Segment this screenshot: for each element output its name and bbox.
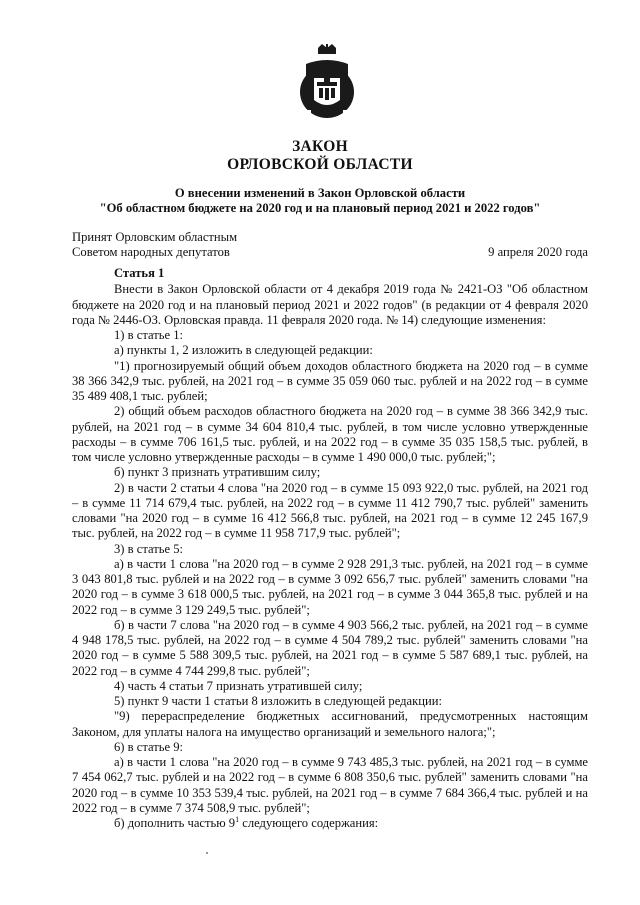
paragraph: 2) общий объем расходов областного бюджета на 2020 год – в сумме 38 366 342,9 тыс. рублей, на 2021 год – в сумме 34 604 810,4 тыс. рублей, в том числе условно утвержденные расходы – в сумме 706 161,5 тыс. рублей, и на 2022 год – в сумме 35 035 158,5 тыс. рублей, в том числе условно утвержденные расходы – в сумме 1 490 000,0 тыс. рублей;"; <box>72 404 588 464</box>
orel-oblast-coat-of-arms-icon <box>296 44 358 124</box>
region-title: ОРЛОВСКОЙ ОБЛАСТИ <box>227 156 413 173</box>
paragraph: 5) пункт 9 части 1 статьи 8 изложить в следующей редакции: <box>114 694 442 708</box>
paragraph: Внести в Закон Орловской области от 4 декабря 2019 года № 2421-ОЗ "Об областном бюджете на 2020 год и на плановый период 2021 и 2022 годов" (в редакции от 4 февраля 2020 года № 2446-ОЗ. Орловская правда. 11 февраля 2020 года. № 14) следующие изменения: <box>72 282 588 327</box>
paragraph: 6) в статье 9: <box>114 739 184 754</box>
last-line-text: б) дополнить частью 9 <box>114 816 236 830</box>
adoption-line1: Принят Орловским областным <box>72 230 238 244</box>
paragraph: 3) в статье 5: <box>114 541 184 556</box>
superscript: 1 <box>235 814 240 824</box>
law-title: ЗАКОН <box>292 138 348 155</box>
last-line-tail: следующего содержания: <box>239 816 379 830</box>
paragraph: а) в части 1 слова "на 2020 год – в сумме 9 743 485,3 тыс. рублей, на 2021 год – в сумме 7 454 062,7 тыс. рублей и на 2022 год – в сумме 6 808 350,6 тыс. рублей" заменить словами "на 2020 год – в сумме 10 353 539,4 тыс. рублей, на 2021 год – в сумме 7 684 366,4 тыс. рублей и на 2022 год – в сумме 7 374 508,9 тыс. рублей"; <box>72 755 588 815</box>
paragraph: "1) прогнозируемый общий объем доходов областного бюджета на 2020 год – в сумме 38 366 342,9 тыс. рублей, на 2021 год – в сумме 35 059 060 тыс. рублей и на 2022 год – в сумме 35 489 408,1 тыс. рублей; <box>72 358 588 403</box>
adoption-block <box>72 230 237 260</box>
article-body <box>72 266 588 831</box>
paragraph: а) в части 1 слова "на 2020 год – в сумме 2 928 291,3 тыс. рублей, на 2021 год – в сумме 3 043 801,8 тыс. рублей и на 2022 год – в сумме 3 092 656,7 тыс. рублей" заменить словами "на 2020 год – в сумме 3 618 000,5 тыс. рублей, на 2021 год – в сумме 3 044 365,8 тыс. рублей и на 2022 год – в сумме 3 129 249,5 тыс. рублей"; <box>72 556 588 617</box>
article-heading: Статья 1 <box>114 266 165 280</box>
paragraph: 4) часть 4 статьи 7 признать утратившей силу; <box>114 678 363 693</box>
paragraph: а) пункты 1, 2 изложить в следующей редакции: <box>114 343 373 358</box>
law-subtitle-line2: "Об областном бюджете на 2020 год и на плановый период 2021 и 2022 годов" <box>99 201 541 215</box>
adoption-date: 9 апреля 2020 года <box>488 245 588 259</box>
paragraph: б) пункт 3 признать утратившим силу; <box>114 465 321 480</box>
adoption-line2: Советом народных депутатов <box>72 245 230 259</box>
paragraph: б) в части 7 слова "на 2020 год – в сумме 4 903 566,2 тыс. рублей, на 2021 год – в сумме 4 948 178,5 тыс. рублей, на 2022 год – в сумме 4 504 789,2 тыс. рублей" заменить словами "на 2020 год – в сумме 5 588 309,5 тыс. рублей, на 2021 год – в сумме 5 587 689,1 тыс. рублей, на 2022 год – в сумме 4 744 299,8 тыс. рублей"; <box>72 617 588 678</box>
paragraph: 2) в части 2 статьи 4 слова "на 2020 год – в сумме 15 093 922,0 тыс. рублей, на 2021 год – в сумме 11 714 679,4 тыс. рублей, на 2022 год – в сумме 11 412 790,7 тыс. рублей" заменить словами "на 2020 год – в сумме 16 412 566,8 тыс. рублей, на 2021 год – в сумме 12 245 167,9 тыс. рублей, на 2022 год – в сумме 11 958 717,9 тыс. рублей"; <box>72 480 588 541</box>
law-subtitle-line1: О внесении изменений в Закон Орловской области <box>174 186 466 200</box>
scan-speck <box>206 852 208 854</box>
paragraph-last <box>72 816 588 831</box>
paragraph: "9) перераспределение бюджетных ассигнований, предусмотренных настоящим Законом, для уплаты налога на имущество организаций и земельного налога;"; <box>72 709 588 739</box>
paragraph: 1) в статье 1: <box>114 328 184 342</box>
